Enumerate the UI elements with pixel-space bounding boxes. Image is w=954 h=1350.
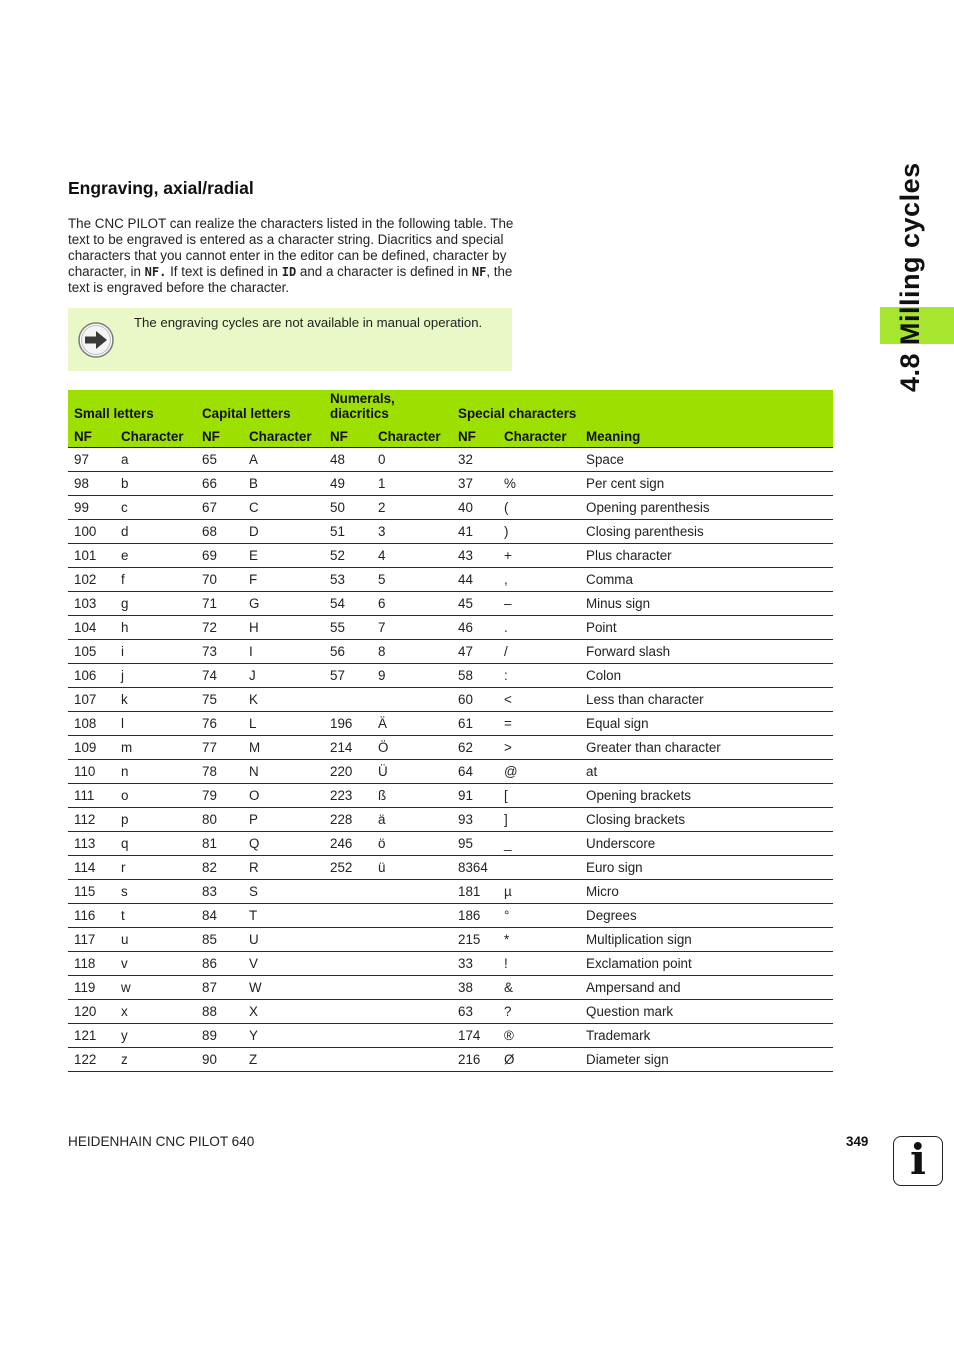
cell-small-char: h: [115, 616, 196, 640]
cell-capital-char: M: [243, 736, 324, 760]
cell-capital-nf: 73: [196, 640, 243, 664]
cell-capital-nf: 90: [196, 1048, 243, 1072]
cell-numeral-char: 3: [372, 520, 452, 544]
cell-special-char: +: [498, 544, 580, 568]
table-row: [68, 640, 833, 664]
cell-special-char: %: [498, 472, 580, 496]
column-header-meaning: Meaning: [580, 421, 833, 448]
cell-small-nf: 98: [68, 472, 115, 496]
cell-numeral-nf: [324, 976, 372, 1000]
cell-numeral-nf: 48: [324, 448, 372, 472]
cell-special-char: (: [498, 496, 580, 520]
cell-special-nf: 61: [452, 712, 498, 736]
cell-meaning: Less than character: [580, 688, 833, 712]
table-row: [68, 496, 833, 520]
cell-numeral-nf: 50: [324, 496, 372, 520]
table-row: [68, 1048, 833, 1072]
cell-capital-char: H: [243, 616, 324, 640]
cell-meaning: Plus character: [580, 544, 833, 568]
cell-meaning: Question mark: [580, 1000, 833, 1024]
cell-special-nf: 32: [452, 448, 498, 472]
table-row: [68, 736, 833, 760]
cell-numeral-nf: 51: [324, 520, 372, 544]
cell-capital-char: T: [243, 904, 324, 928]
cell-special-nf: 38: [452, 976, 498, 1000]
cell-special-nf: 215: [452, 928, 498, 952]
cell-small-nf: 120: [68, 1000, 115, 1024]
cell-capital-nf: 81: [196, 832, 243, 856]
cell-capital-char: J: [243, 664, 324, 688]
cell-numeral-char: Ö: [372, 736, 452, 760]
cell-numeral-nf: 56: [324, 640, 372, 664]
cell-capital-char: U: [243, 928, 324, 952]
intro-code-nf: NF.: [144, 265, 167, 279]
group-header-capital-letters: Capital letters: [196, 390, 324, 421]
cell-numeral-char: ä: [372, 808, 452, 832]
cell-special-nf: 45: [452, 592, 498, 616]
cell-small-char: j: [115, 664, 196, 688]
footer-manual-title: HEIDENHAIN CNC PILOT 640: [68, 1134, 255, 1149]
cell-meaning: Degrees: [580, 904, 833, 928]
cell-special-char: _: [498, 832, 580, 856]
cell-special-char: &: [498, 976, 580, 1000]
cell-numeral-nf: 196: [324, 712, 372, 736]
cell-special-nf: 58: [452, 664, 498, 688]
cell-numeral-nf: 57: [324, 664, 372, 688]
cell-small-char: g: [115, 592, 196, 616]
cell-capital-nf: 89: [196, 1024, 243, 1048]
cell-special-nf: 63: [452, 1000, 498, 1024]
table-row: [68, 928, 833, 952]
cell-small-char: v: [115, 952, 196, 976]
cell-special-nf: 44: [452, 568, 498, 592]
table-row: [68, 832, 833, 856]
cell-capital-char: X: [243, 1000, 324, 1024]
cell-meaning: Micro: [580, 880, 833, 904]
cell-special-nf: 43: [452, 544, 498, 568]
cell-special-nf: 47: [452, 640, 498, 664]
cell-capital-nf: 80: [196, 808, 243, 832]
cell-capital-nf: 87: [196, 976, 243, 1000]
cell-meaning: Ampersand and: [580, 976, 833, 1000]
cell-special-nf: 46: [452, 616, 498, 640]
cell-small-nf: 111: [68, 784, 115, 808]
cell-numeral-char: 0: [372, 448, 452, 472]
cell-small-char: o: [115, 784, 196, 808]
cell-special-nf: 216: [452, 1048, 498, 1072]
cell-numeral-char: [372, 976, 452, 1000]
cell-capital-nf: 79: [196, 784, 243, 808]
cell-small-char: y: [115, 1024, 196, 1048]
cell-numeral-char: [372, 904, 452, 928]
cell-numeral-nf: [324, 952, 372, 976]
cell-numeral-nf: 223: [324, 784, 372, 808]
cell-numeral-nf: 228: [324, 808, 372, 832]
cell-meaning: Minus sign: [580, 592, 833, 616]
cell-small-nf: 112: [68, 808, 115, 832]
cell-small-char: c: [115, 496, 196, 520]
table-row: [68, 808, 833, 832]
cell-special-char: !: [498, 952, 580, 976]
cell-numeral-char: ß: [372, 784, 452, 808]
column-header-nf: NF: [452, 421, 498, 448]
column-header-nf: NF: [68, 421, 115, 448]
cell-special-char: [: [498, 784, 580, 808]
cell-small-nf: 109: [68, 736, 115, 760]
cell-small-char: a: [115, 448, 196, 472]
cell-numeral-char: [372, 688, 452, 712]
cell-special-char: @: [498, 760, 580, 784]
column-header-character: Character: [115, 421, 196, 448]
cell-small-nf: 104: [68, 616, 115, 640]
cell-small-char: b: [115, 472, 196, 496]
cell-numeral-nf: [324, 904, 372, 928]
cell-capital-nf: 84: [196, 904, 243, 928]
cell-capital-nf: 68: [196, 520, 243, 544]
cell-capital-nf: 85: [196, 928, 243, 952]
cell-special-nf: 186: [452, 904, 498, 928]
cell-special-nf: 60: [452, 688, 498, 712]
intro-text-2: If text is defined in: [166, 264, 282, 279]
cell-small-char: u: [115, 928, 196, 952]
cell-capital-nf: 69: [196, 544, 243, 568]
cell-small-nf: 99: [68, 496, 115, 520]
cell-capital-nf: 82: [196, 856, 243, 880]
cell-capital-nf: 66: [196, 472, 243, 496]
cell-special-char: *: [498, 928, 580, 952]
table-row: [68, 616, 833, 640]
cell-meaning: Forward slash: [580, 640, 833, 664]
cell-small-nf: 121: [68, 1024, 115, 1048]
cell-capital-char: E: [243, 544, 324, 568]
cell-small-char: f: [115, 568, 196, 592]
cell-meaning: Per cent sign: [580, 472, 833, 496]
cell-meaning: Underscore: [580, 832, 833, 856]
cell-capital-char: N: [243, 760, 324, 784]
cell-numeral-nf: 55: [324, 616, 372, 640]
cell-capital-nf: 74: [196, 664, 243, 688]
cell-special-char: :: [498, 664, 580, 688]
cell-capital-nf: 67: [196, 496, 243, 520]
cell-small-nf: 101: [68, 544, 115, 568]
intro-text-4: , the text is engraved before the character.: [68, 264, 513, 295]
cell-meaning: Opening parenthesis: [580, 496, 833, 520]
table-row: [68, 688, 833, 712]
cell-numeral-nf: 53: [324, 568, 372, 592]
info-icon: [893, 1136, 943, 1186]
section-title: Engraving, axial/radial: [68, 178, 254, 198]
cell-special-char: ?: [498, 1000, 580, 1024]
cell-capital-nf: 70: [196, 568, 243, 592]
cell-capital-char: P: [243, 808, 324, 832]
cell-meaning: Greater than character: [580, 736, 833, 760]
cell-small-char: d: [115, 520, 196, 544]
cell-capital-char: I: [243, 640, 324, 664]
cell-capital-nf: 72: [196, 616, 243, 640]
table-row: [68, 976, 833, 1000]
cell-meaning: Euro sign: [580, 856, 833, 880]
cell-small-nf: 117: [68, 928, 115, 952]
cell-meaning: Closing brackets: [580, 808, 833, 832]
cell-numeral-nf: 246: [324, 832, 372, 856]
character-table: [68, 390, 833, 1072]
cell-small-nf: 113: [68, 832, 115, 856]
column-header-character: Character: [372, 421, 452, 448]
cell-special-char: >: [498, 736, 580, 760]
cell-capital-char: G: [243, 592, 324, 616]
cell-special-nf: 181: [452, 880, 498, 904]
cell-small-nf: 100: [68, 520, 115, 544]
cell-capital-char: V: [243, 952, 324, 976]
cell-special-nf: 40: [452, 496, 498, 520]
table-row: [68, 784, 833, 808]
cell-capital-nf: 86: [196, 952, 243, 976]
cell-small-char: e: [115, 544, 196, 568]
column-header-nf: NF: [196, 421, 243, 448]
cell-special-char: ]: [498, 808, 580, 832]
cell-meaning: Multiplication sign: [580, 928, 833, 952]
table-row: [68, 760, 833, 784]
cell-numeral-nf: 252: [324, 856, 372, 880]
cell-small-nf: 110: [68, 760, 115, 784]
table-row: [68, 568, 833, 592]
table-row: [68, 664, 833, 688]
cell-capital-char: A: [243, 448, 324, 472]
cell-special-char: –: [498, 592, 580, 616]
column-header-character: Character: [243, 421, 324, 448]
cell-numeral-char: 6: [372, 592, 452, 616]
cell-numeral-char: 2: [372, 496, 452, 520]
cell-numeral-char: [372, 1048, 452, 1072]
cell-meaning: Equal sign: [580, 712, 833, 736]
cell-special-char: °: [498, 904, 580, 928]
cell-capital-nf: 75: [196, 688, 243, 712]
table-row: [68, 712, 833, 736]
cell-capital-char: Q: [243, 832, 324, 856]
cell-small-char: t: [115, 904, 196, 928]
cell-numeral-char: 4: [372, 544, 452, 568]
table-row: [68, 520, 833, 544]
cell-numeral-nf: [324, 1000, 372, 1024]
cell-special-nf: 62: [452, 736, 498, 760]
cell-numeral-char: Ä: [372, 712, 452, 736]
cell-numeral-nf: [324, 880, 372, 904]
cell-meaning: Closing parenthesis: [580, 520, 833, 544]
cell-small-char: x: [115, 1000, 196, 1024]
cell-numeral-nf: 52: [324, 544, 372, 568]
cell-special-nf: 37: [452, 472, 498, 496]
cell-special-char: =: [498, 712, 580, 736]
cell-special-nf: 33: [452, 952, 498, 976]
cell-special-nf: 8364: [452, 856, 498, 880]
cell-numeral-char: 8: [372, 640, 452, 664]
cell-special-nf: 95: [452, 832, 498, 856]
column-header-nf: NF: [324, 421, 372, 448]
table-row: [68, 592, 833, 616]
table-column-header-row: [68, 421, 833, 448]
cell-meaning: Point: [580, 616, 833, 640]
page-number: 349: [846, 1134, 869, 1149]
cell-small-nf: 105: [68, 640, 115, 664]
group-header-numerals: Numerals, diacritics: [324, 390, 452, 421]
cell-special-nf: 64: [452, 760, 498, 784]
cell-small-char: m: [115, 736, 196, 760]
cell-meaning: Diameter sign: [580, 1048, 833, 1072]
cell-small-char: r: [115, 856, 196, 880]
cell-numeral-char: 1: [372, 472, 452, 496]
cell-capital-nf: 65: [196, 448, 243, 472]
cell-numeral-char: 5: [372, 568, 452, 592]
cell-numeral-char: Ü: [372, 760, 452, 784]
table-row: [68, 904, 833, 928]
cell-special-char: [498, 856, 580, 880]
cell-capital-char: S: [243, 880, 324, 904]
cell-small-char: q: [115, 832, 196, 856]
cell-small-nf: 106: [68, 664, 115, 688]
cell-meaning: Opening brackets: [580, 784, 833, 808]
info-icon-glyph: i: [910, 1135, 926, 1184]
cell-special-char: ,: [498, 568, 580, 592]
cell-capital-nf: 76: [196, 712, 243, 736]
cell-special-nf: 93: [452, 808, 498, 832]
table-row: [68, 472, 833, 496]
cell-special-char: <: [498, 688, 580, 712]
cell-meaning: at: [580, 760, 833, 784]
cell-numeral-char: [372, 952, 452, 976]
cell-meaning: Exclamation point: [580, 952, 833, 976]
intro-code-nf-2: NF: [471, 265, 487, 279]
cell-special-nf: 174: [452, 1024, 498, 1048]
cell-small-char: z: [115, 1048, 196, 1072]
cell-special-nf: 91: [452, 784, 498, 808]
cell-capital-char: O: [243, 784, 324, 808]
cell-meaning: Trademark: [580, 1024, 833, 1048]
column-header-character: Character: [498, 421, 580, 448]
cell-special-char: Ø: [498, 1048, 580, 1072]
cell-small-nf: 97: [68, 448, 115, 472]
cell-numeral-nf: 49: [324, 472, 372, 496]
cell-numeral-nf: [324, 928, 372, 952]
cell-small-nf: 108: [68, 712, 115, 736]
table-row: [68, 448, 833, 472]
cell-special-char: ): [498, 520, 580, 544]
cell-capital-nf: 71: [196, 592, 243, 616]
cell-small-nf: 103: [68, 592, 115, 616]
cell-numeral-char: [372, 1000, 452, 1024]
cell-small-nf: 116: [68, 904, 115, 928]
cell-small-char: w: [115, 976, 196, 1000]
cell-small-nf: 114: [68, 856, 115, 880]
cell-numeral-char: [372, 928, 452, 952]
intro-text-1: The CNC PILOT can realize the characters listed in the following table. The text to be engraved is entered as a character string. Diacritics and special characters that you cannot enter in the editor can be defined, character by character, in: [68, 216, 514, 279]
cell-capital-char: L: [243, 712, 324, 736]
cell-capital-nf: 88: [196, 1000, 243, 1024]
table-body: [68, 448, 833, 1072]
intro-text-3: and a character is defined in: [296, 264, 472, 279]
cell-small-char: p: [115, 808, 196, 832]
cell-numeral-nf: [324, 1024, 372, 1048]
cell-numeral-char: [372, 1024, 452, 1048]
cell-meaning: Colon: [580, 664, 833, 688]
cell-capital-char: D: [243, 520, 324, 544]
cell-special-char: [498, 448, 580, 472]
cell-small-char: i: [115, 640, 196, 664]
cell-numeral-char: 7: [372, 616, 452, 640]
group-header-special-characters: Special characters: [452, 390, 580, 421]
cell-meaning: Space: [580, 448, 833, 472]
cell-special-nf: 41: [452, 520, 498, 544]
note-box: [68, 308, 512, 371]
cell-small-char: n: [115, 760, 196, 784]
cell-capital-nf: 78: [196, 760, 243, 784]
table-row: [68, 880, 833, 904]
cell-small-char: s: [115, 880, 196, 904]
cell-numeral-char: [372, 880, 452, 904]
chapter-side-title: 4.8 Milling cycles: [895, 162, 925, 392]
cell-special-char: µ: [498, 880, 580, 904]
cell-numeral-nf: [324, 688, 372, 712]
cell-special-char: /: [498, 640, 580, 664]
cell-capital-char: Y: [243, 1024, 324, 1048]
cell-capital-nf: 77: [196, 736, 243, 760]
cell-special-char: .: [498, 616, 580, 640]
cell-capital-nf: 83: [196, 880, 243, 904]
cell-capital-char: Z: [243, 1048, 324, 1072]
table-row: [68, 1024, 833, 1048]
cell-numeral-nf: 214: [324, 736, 372, 760]
intro-paragraph: [68, 216, 514, 296]
cell-special-char: ®: [498, 1024, 580, 1048]
intro-code-id: ID: [281, 265, 297, 279]
table-row: [68, 1000, 833, 1024]
cell-capital-char: K: [243, 688, 324, 712]
cell-numeral-char: ü: [372, 856, 452, 880]
cell-small-char: l: [115, 712, 196, 736]
table-row: [68, 544, 833, 568]
cell-small-nf: 107: [68, 688, 115, 712]
cell-capital-char: R: [243, 856, 324, 880]
cell-small-nf: 122: [68, 1048, 115, 1072]
cell-capital-char: B: [243, 472, 324, 496]
cell-small-nf: 119: [68, 976, 115, 1000]
table-group-header-row: [68, 390, 833, 421]
note-text: The engraving cycles are not available in manual operation.: [134, 315, 483, 330]
table-row: [68, 952, 833, 976]
cell-numeral-char: 9: [372, 664, 452, 688]
cell-small-nf: 102: [68, 568, 115, 592]
cell-numeral-nf: 54: [324, 592, 372, 616]
cell-small-nf: 118: [68, 952, 115, 976]
cell-meaning: Comma: [580, 568, 833, 592]
cell-capital-char: F: [243, 568, 324, 592]
cell-numeral-char: ö: [372, 832, 452, 856]
group-header-empty: [580, 390, 833, 421]
cell-numeral-nf: [324, 1048, 372, 1072]
cell-capital-char: W: [243, 976, 324, 1000]
cell-small-nf: 115: [68, 880, 115, 904]
group-header-small-letters: Small letters: [68, 390, 196, 421]
cell-numeral-nf: 220: [324, 760, 372, 784]
cell-small-char: k: [115, 688, 196, 712]
arrow-right-icon: [78, 322, 114, 358]
cell-capital-char: C: [243, 496, 324, 520]
table-row: [68, 856, 833, 880]
